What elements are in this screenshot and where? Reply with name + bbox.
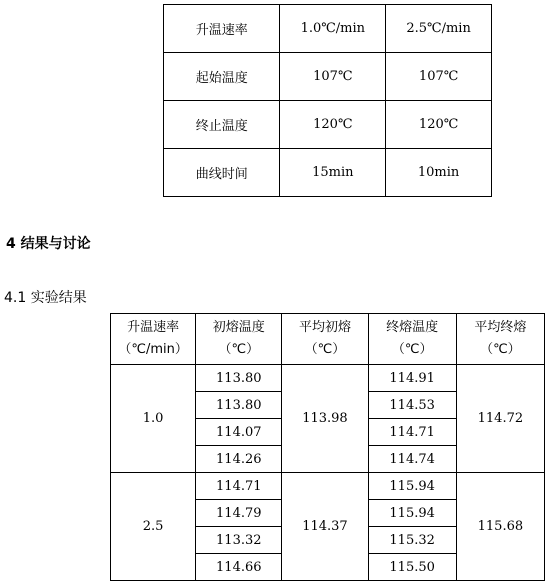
param-label: 升温速率 bbox=[164, 5, 280, 53]
param-value: 15min bbox=[280, 149, 386, 197]
rate-cell: 2.5 bbox=[111, 473, 196, 581]
param-value: 107℃ bbox=[280, 53, 386, 101]
avg-initial-cell: 114.37 bbox=[282, 473, 368, 581]
table-row bbox=[164, 53, 492, 101]
column-header: 初熔温度 （℃） bbox=[196, 314, 282, 365]
param-label: 终止温度 bbox=[164, 101, 280, 149]
column-header: 升温速率 （℃/min） bbox=[111, 314, 196, 365]
final-melt-cell: 115.94 bbox=[368, 473, 456, 500]
final-melt-cell: 114.71 bbox=[368, 419, 456, 446]
table-row bbox=[164, 101, 492, 149]
initial-melt-cell: 114.79 bbox=[196, 500, 282, 527]
rate-cell: 1.0 bbox=[111, 365, 196, 473]
initial-melt-cell: 114.66 bbox=[196, 554, 282, 581]
initial-melt-cell: 113.80 bbox=[196, 392, 282, 419]
initial-melt-cell: 114.07 bbox=[196, 419, 282, 446]
table-row bbox=[111, 473, 545, 500]
param-value: 120℃ bbox=[386, 101, 492, 149]
final-melt-cell: 114.91 bbox=[368, 365, 456, 392]
table-row bbox=[164, 149, 492, 197]
param-label: 起始温度 bbox=[164, 53, 280, 101]
avg-final-cell: 114.72 bbox=[456, 365, 544, 473]
final-melt-cell: 115.32 bbox=[368, 527, 456, 554]
final-melt-cell: 115.50 bbox=[368, 554, 456, 581]
param-value: 10min bbox=[386, 149, 492, 197]
column-header: 平均终熔 （℃） bbox=[456, 314, 544, 365]
avg-initial-cell: 113.98 bbox=[282, 365, 368, 473]
table-row bbox=[111, 365, 545, 392]
final-melt-cell: 114.53 bbox=[368, 392, 456, 419]
heating-parameters-table bbox=[163, 4, 492, 197]
final-melt-cell: 114.74 bbox=[368, 446, 456, 473]
param-label: 曲线时间 bbox=[164, 149, 280, 197]
final-melt-cell: 115.94 bbox=[368, 500, 456, 527]
initial-melt-cell: 113.32 bbox=[196, 527, 282, 554]
initial-melt-cell: 114.26 bbox=[196, 446, 282, 473]
results-table bbox=[110, 313, 545, 581]
column-header: 终熔温度 （℃） bbox=[368, 314, 456, 365]
param-value: 2.5℃/min bbox=[386, 5, 492, 53]
initial-melt-cell: 113.80 bbox=[196, 365, 282, 392]
avg-final-cell: 115.68 bbox=[456, 473, 544, 581]
table-row bbox=[164, 5, 492, 53]
subsection-heading: 4.1 实验结果 bbox=[4, 290, 87, 306]
param-value: 120℃ bbox=[280, 101, 386, 149]
param-value: 107℃ bbox=[386, 53, 492, 101]
column-header: 平均初熔 （℃） bbox=[282, 314, 368, 365]
param-value: 1.0℃/min bbox=[280, 5, 386, 53]
section-heading: 4 结果与讨论 bbox=[6, 236, 91, 252]
table-header-row bbox=[111, 314, 545, 365]
initial-melt-cell: 114.71 bbox=[196, 473, 282, 500]
